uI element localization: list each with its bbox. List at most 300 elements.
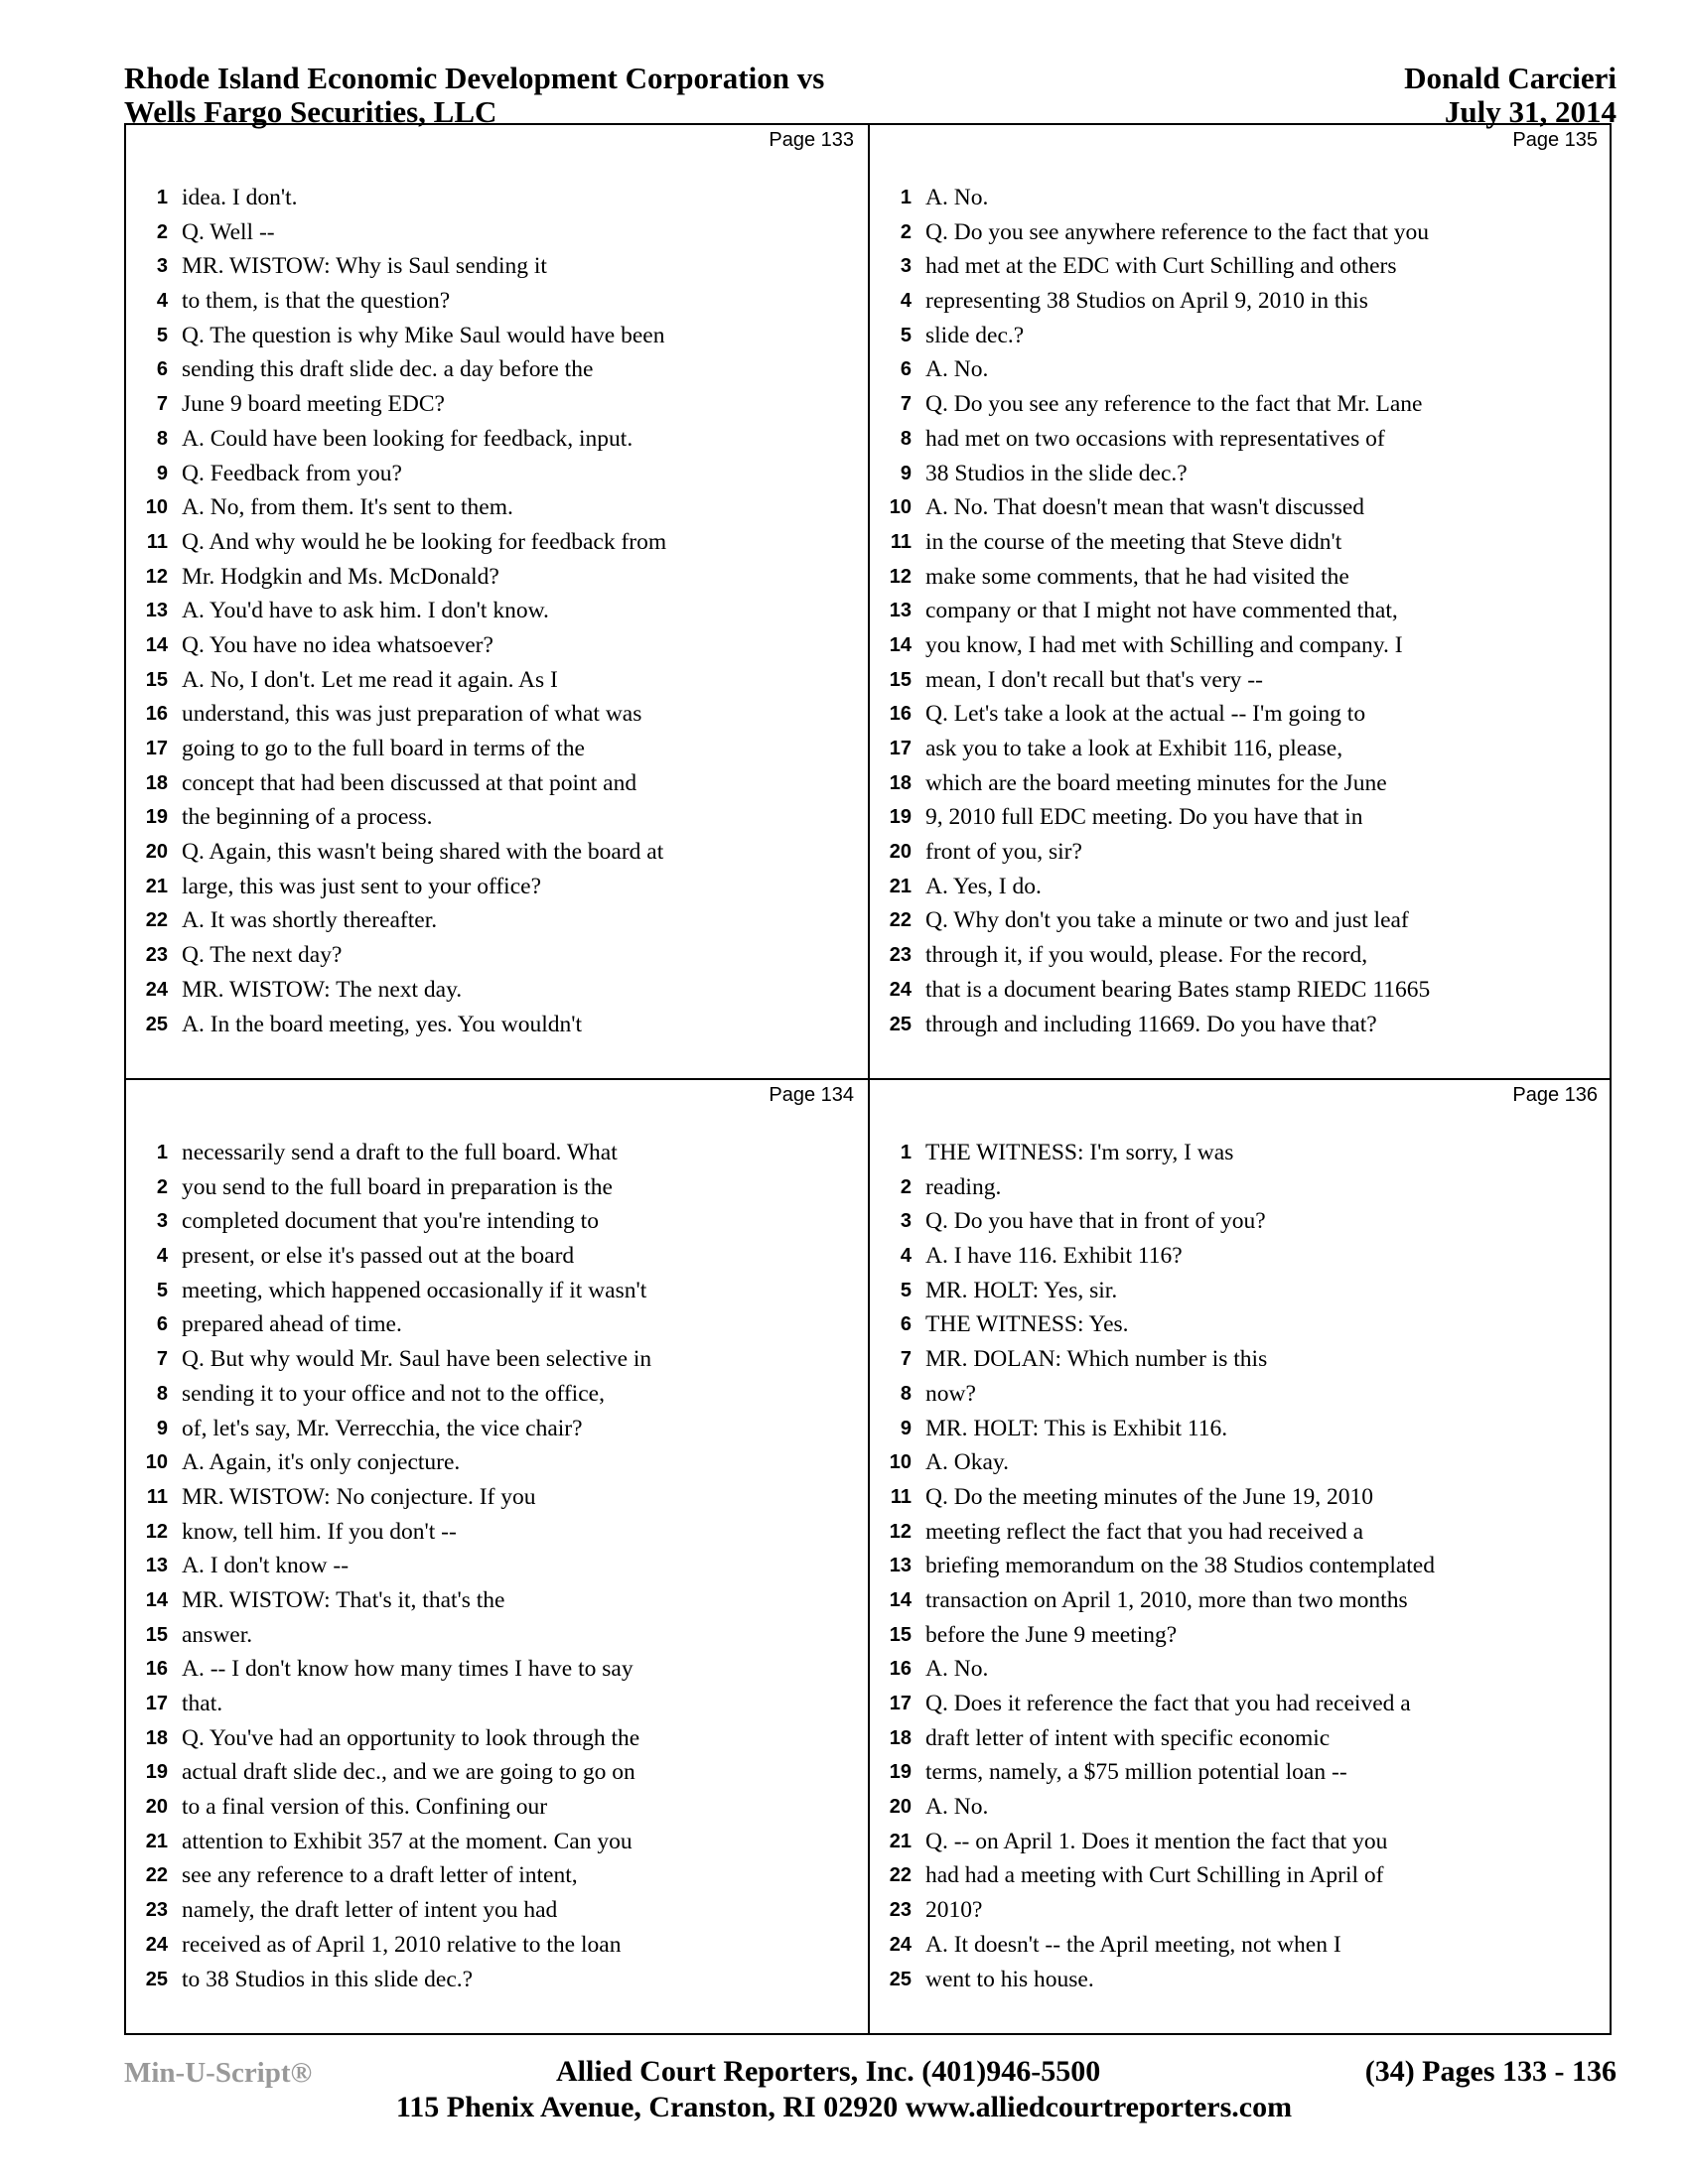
transcript-line — [870, 628, 1612, 663]
line-number: 17 — [889, 1693, 912, 1714]
line-number: 4 — [156, 1245, 168, 1268]
line-text: Q. -- on April 1. Does it mention the fact that you — [925, 1828, 1388, 1854]
transcript-line — [126, 1445, 868, 1480]
line-text: A. No. That doesn't mean that wasn't discussed — [925, 494, 1365, 521]
page-number: Page 135 — [1512, 129, 1598, 151]
line-text: concept that had been discussed at that point and — [182, 769, 637, 796]
transcript-line — [126, 422, 868, 457]
line-text: Q. You've had an opportunity to look through the — [182, 1724, 640, 1751]
line-number: 25 — [145, 1968, 168, 1990]
line-number: 20 — [145, 1796, 168, 1819]
line-number: 2 — [156, 220, 168, 243]
line-text: know, tell him. If you don't -- — [182, 1518, 457, 1545]
line-text: MR. DOLAN: Which number is this — [925, 1346, 1268, 1373]
transcript-line — [126, 1342, 868, 1377]
line-number: 23 — [145, 944, 168, 967]
line-text: representing 38 Studios on April 9, 2010 in this — [925, 288, 1368, 315]
line-text: meeting reflect the fact that you had received a — [925, 1518, 1364, 1545]
line-number: 3 — [900, 255, 912, 278]
line-text: went to his house. — [925, 1966, 1094, 1992]
line-number: 1 — [156, 1142, 168, 1163]
line-text: A. No. — [925, 1656, 989, 1683]
transcript-line — [126, 1687, 868, 1721]
line-number: 20 — [889, 1796, 912, 1819]
line-number: 16 — [889, 1658, 912, 1681]
transcript-line — [126, 1239, 868, 1274]
transcript-line — [870, 1687, 1612, 1721]
line-number: 22 — [889, 1864, 912, 1887]
line-number: 21 — [889, 875, 912, 897]
transcript-line — [870, 1445, 1612, 1480]
line-text: 9, 2010 full EDC meeting. Do you have that in — [925, 804, 1363, 831]
line-text: sending it to your office and not to the office, — [182, 1380, 605, 1407]
line-text: MR. WISTOW: Why is Saul sending it — [182, 253, 547, 280]
line-text: through and including 11669. Do you have that? — [925, 1011, 1377, 1037]
line-text: prepared ahead of time. — [182, 1311, 402, 1338]
line-text: A. Could have been looking for feedback, input. — [182, 425, 633, 452]
line-text: A. -- I don't know how many times I have to say — [182, 1656, 633, 1683]
line-number: 1 — [156, 187, 168, 208]
line-number: 2 — [156, 1175, 168, 1198]
line-number: 9 — [156, 462, 168, 484]
line-text: Q. Does it reference the fact that you had received a — [925, 1691, 1411, 1716]
transcript-line — [126, 1204, 868, 1239]
line-number: 15 — [145, 668, 168, 691]
transcript-line — [126, 1307, 868, 1342]
transcript-line — [126, 319, 868, 353]
line-number: 14 — [889, 633, 912, 656]
line-number: 12 — [145, 1520, 168, 1543]
line-text: briefing memorandum on the 38 Studios contemplated — [925, 1553, 1435, 1579]
transcript-line — [126, 1549, 868, 1583]
line-number: 6 — [900, 358, 912, 381]
line-number: 24 — [145, 978, 168, 1001]
line-number: 13 — [145, 1555, 168, 1577]
transcript-line — [126, 628, 868, 663]
transcript-line — [870, 870, 1612, 904]
transcript-line — [870, 903, 1612, 938]
line-number: 18 — [889, 771, 912, 794]
transcript-line — [870, 835, 1612, 870]
line-text: terms, namely, a $75 million potential loan -- — [925, 1759, 1347, 1786]
line-text: A. In the board meeting, yes. You wouldn't — [182, 1011, 583, 1037]
line-text: slide dec.? — [925, 322, 1025, 348]
line-text: understand, this was just preparation of what was — [182, 701, 642, 728]
transcript-line — [870, 1170, 1612, 1205]
transcript-line — [870, 1858, 1612, 1893]
transcript-line — [126, 1618, 868, 1653]
line-text: Q. The next day? — [182, 942, 343, 969]
line-text: before the June 9 meeting? — [925, 1621, 1178, 1648]
line-number: 7 — [156, 393, 168, 416]
transcript-line — [126, 835, 868, 870]
case-caption — [124, 62, 824, 129]
line-text: attention to Exhibit 357 at the moment. Can you — [182, 1828, 633, 1854]
transcript-line — [870, 594, 1612, 628]
transcript-line — [126, 284, 868, 319]
transcript-line — [870, 697, 1612, 732]
transcript-line — [870, 1618, 1612, 1653]
line-number: 1 — [900, 1142, 912, 1163]
transcript-line — [870, 457, 1612, 491]
transcript-line — [126, 457, 868, 491]
line-text: front of you, sir? — [925, 839, 1082, 866]
line-text: MR. HOLT: This is Exhibit 116. — [925, 1415, 1228, 1441]
line-text: which are the board meeting minutes for the June — [925, 769, 1387, 796]
transcript-line — [870, 938, 1612, 973]
line-number: 22 — [889, 909, 912, 932]
line-text: A. It doesn't -- the April meeting, not when I — [925, 1931, 1341, 1958]
line-text: you know, I had met with Schilling and company. I — [925, 631, 1403, 658]
line-text: A. It was shortly thereafter. — [182, 907, 438, 934]
line-number: 25 — [889, 1968, 912, 1990]
line-text: A. No. — [925, 356, 989, 383]
transcript-line — [870, 1377, 1612, 1412]
line-text: going to go to the full board in terms of the — [182, 736, 585, 761]
line-text: to a final version of this. Confining our — [182, 1794, 548, 1821]
line-text: that is a document bearing Bates stamp RIEDC 11665 — [925, 976, 1431, 1003]
transcript-line — [870, 525, 1612, 560]
line-text: Q. The question is why Mike Saul would have been — [182, 322, 665, 348]
line-number: 12 — [889, 565, 912, 588]
page-number: Page 134 — [769, 1084, 854, 1106]
transcript-line — [126, 732, 868, 766]
line-number: 14 — [145, 1588, 168, 1611]
line-text: A. No. — [925, 1794, 989, 1821]
line-number: 15 — [889, 668, 912, 691]
footer-page-range: (34) Pages 133 - 136 — [1364, 2055, 1617, 2088]
transcript-line — [870, 1963, 1612, 1997]
transcript-line — [870, 1412, 1612, 1446]
transcript-line — [870, 1755, 1612, 1790]
transcript-line — [126, 938, 868, 973]
transcript-line — [126, 387, 868, 422]
transcript-line — [126, 1136, 868, 1170]
footer-brand: Min-U-Script® — [124, 2057, 313, 2089]
line-text: Q. Let's take a look at the actual -- I'm going to — [925, 701, 1366, 728]
transcript-line — [870, 249, 1612, 284]
transcript-line — [870, 1008, 1612, 1042]
line-text: namely, the draft letter of intent you had — [182, 1897, 558, 1924]
line-text: see any reference to a draft letter of intent, — [182, 1862, 578, 1889]
transcript-line — [870, 560, 1612, 595]
transcript-line — [870, 1274, 1612, 1308]
line-text: make some comments, that he had visited the — [925, 563, 1349, 590]
line-text: 38 Studios in the slide dec.? — [925, 460, 1188, 486]
line-text: Q. Do the meeting minutes of the June 19, 2010 — [925, 1483, 1373, 1510]
transcript-lines — [870, 181, 1612, 1041]
line-text: Q. Do you see any reference to the fact that Mr. Lane — [925, 391, 1423, 418]
line-number: 15 — [145, 1623, 168, 1646]
transcript-line — [870, 1928, 1612, 1963]
transcript-line — [870, 352, 1612, 387]
line-number: 14 — [889, 1588, 912, 1611]
transcript-line — [126, 1755, 868, 1790]
line-number: 23 — [889, 944, 912, 967]
line-text: A. I don't know -- — [182, 1553, 350, 1579]
transcript-line — [870, 284, 1612, 319]
line-number: 24 — [889, 1933, 912, 1956]
line-number: 10 — [889, 496, 912, 519]
line-text: the beginning of a process. — [182, 804, 433, 831]
transcript-line — [126, 1515, 868, 1550]
line-text: A. No. — [925, 185, 989, 210]
line-number: 20 — [145, 841, 168, 864]
line-number: 15 — [889, 1623, 912, 1646]
transcript-grid — [124, 123, 1612, 2035]
deposition-date: July 31, 2014 — [1444, 94, 1617, 129]
transcript-line — [870, 663, 1612, 698]
transcript-line — [126, 663, 868, 698]
line-text: THE WITNESS: I'm sorry, I was — [925, 1140, 1234, 1165]
line-text: A. No, I don't. Let me read it again. As I — [182, 666, 558, 693]
line-text: MR. WISTOW: That's it, that's the — [182, 1586, 505, 1613]
line-number: 12 — [889, 1520, 912, 1543]
line-text: Mr. Hodgkin and Ms. McDonald? — [182, 563, 499, 590]
line-text: transaction on April 1, 2010, more than two months — [925, 1586, 1408, 1613]
line-text: A. I have 116. Exhibit 116? — [925, 1243, 1183, 1270]
transcript-line — [870, 1136, 1612, 1170]
line-text: Q. Feedback from you? — [182, 460, 402, 486]
line-text: actual draft slide dec., and we are going to go on — [182, 1759, 635, 1786]
transcript-line — [870, 1790, 1612, 1825]
line-number: 25 — [889, 1013, 912, 1035]
line-text: reading. — [925, 1173, 1002, 1200]
line-text: had had a meeting with Curt Schilling in April of — [925, 1862, 1384, 1889]
line-text: to them, is that the question? — [182, 288, 451, 315]
witness-info — [1404, 62, 1617, 129]
transcript-line — [870, 387, 1612, 422]
line-text: MR. HOLT: Yes, sir. — [925, 1277, 1118, 1303]
line-number: 4 — [156, 290, 168, 313]
line-number: 17 — [145, 738, 168, 759]
transcript-page — [126, 125, 868, 1078]
transcript-line — [126, 594, 868, 628]
transcript-line — [870, 766, 1612, 801]
line-number: 5 — [156, 324, 168, 346]
transcript-line — [126, 1893, 868, 1928]
line-text: THE WITNESS: Yes. — [925, 1311, 1129, 1338]
line-text: through it, if you would, please. For the record, — [925, 942, 1368, 969]
footer-address: 115 Phenix Avenue, Cranston, RI 02920 www.alliedcourtreporters.com — [395, 2091, 1293, 2123]
line-number: 16 — [889, 703, 912, 726]
case-caption-line1: Rhode Island Economic Development Corporation vs — [124, 61, 825, 95]
transcript-line — [126, 766, 868, 801]
transcript-line — [126, 181, 868, 215]
transcript-line — [870, 1893, 1612, 1928]
transcript-line — [870, 973, 1612, 1008]
line-number: 17 — [889, 738, 912, 759]
line-text: large, this was just sent to your office? — [182, 873, 542, 899]
line-text: to 38 Studios in this slide dec.? — [182, 1966, 474, 1992]
line-text: of, let's say, Mr. Verrecchia, the vice chair? — [182, 1415, 583, 1441]
line-text: A. Okay. — [925, 1449, 1009, 1476]
case-caption-line2: Wells Fargo Securities, LLC — [124, 94, 497, 129]
line-number: 12 — [145, 565, 168, 588]
transcript-page — [870, 125, 1612, 1078]
transcript-lines — [126, 1136, 868, 1996]
line-number: 19 — [145, 806, 168, 829]
line-text: Q. Well -- — [182, 218, 275, 245]
line-number: 7 — [900, 393, 912, 416]
transcript-line — [126, 1170, 868, 1205]
line-number: 25 — [145, 1013, 168, 1035]
line-number: 17 — [145, 1693, 168, 1714]
line-number: 4 — [900, 290, 912, 313]
line-number: 22 — [145, 1864, 168, 1887]
line-number: 9 — [900, 1417, 912, 1439]
line-text: necessarily send a draft to the full board. What — [182, 1140, 618, 1165]
transcript-line — [126, 1963, 868, 1997]
transcript-line — [126, 870, 868, 904]
line-text: A. Yes, I do. — [925, 873, 1042, 899]
line-text: present, or else it's passed out at the board — [182, 1243, 575, 1270]
line-number: 11 — [146, 530, 168, 553]
line-text: received as of April 1, 2010 relative to the loan — [182, 1931, 622, 1958]
line-number: 8 — [900, 427, 912, 450]
line-number: 6 — [156, 358, 168, 381]
line-number: 21 — [145, 875, 168, 897]
line-number: 22 — [145, 909, 168, 932]
transcript-line — [126, 800, 868, 835]
line-number: 11 — [890, 1485, 912, 1508]
line-number: 1 — [900, 187, 912, 208]
transcript-line — [126, 1583, 868, 1618]
transcript-line — [870, 1307, 1612, 1342]
line-text: Q. But why would Mr. Saul have been selective in — [182, 1346, 652, 1373]
line-number: 24 — [145, 1933, 168, 1956]
footer-reporter: Allied Court Reporters, Inc. (401)946-5500 — [556, 2055, 1101, 2088]
line-text: meeting, which happened occasionally if it wasn't — [182, 1277, 647, 1303]
line-number: 23 — [889, 1899, 912, 1922]
line-number: 13 — [889, 600, 912, 622]
line-text: you send to the full board in preparation is the — [182, 1173, 613, 1200]
line-number: 8 — [156, 427, 168, 450]
line-number: 24 — [889, 978, 912, 1001]
line-number: 23 — [145, 1899, 168, 1922]
transcript-line — [126, 249, 868, 284]
transcript-line — [126, 1790, 868, 1825]
transcript-line — [870, 422, 1612, 457]
transcript-line — [870, 181, 1612, 215]
line-number: 16 — [145, 703, 168, 726]
page-number: Page 133 — [769, 129, 854, 151]
line-text: Q. And why would he be looking for feedback from — [182, 528, 667, 555]
transcript-lines — [870, 1136, 1612, 1996]
transcript-line — [870, 1515, 1612, 1550]
line-text: MR. WISTOW: The next day. — [182, 976, 463, 1003]
line-text: sending this draft slide dec. a day before the — [182, 356, 594, 383]
line-text: had met on two occasions with representatives of — [925, 425, 1385, 452]
line-number: 18 — [145, 771, 168, 794]
line-number: 19 — [889, 1761, 912, 1784]
transcript-line — [126, 1377, 868, 1412]
transcript-line — [126, 903, 868, 938]
line-number: 3 — [156, 1210, 168, 1233]
line-text: draft letter of intent with specific economic — [925, 1724, 1331, 1751]
transcript-line — [870, 490, 1612, 525]
transcript-line — [870, 732, 1612, 766]
line-number: 10 — [145, 496, 168, 519]
line-number: 9 — [156, 1417, 168, 1439]
line-number: 7 — [156, 1348, 168, 1371]
line-number: 6 — [900, 1313, 912, 1336]
transcript-line — [126, 973, 868, 1008]
line-number: 18 — [889, 1726, 912, 1749]
line-text: Q. Do you have that in front of you? — [925, 1208, 1266, 1235]
line-number: 3 — [900, 1210, 912, 1233]
transcript-line — [126, 1652, 868, 1687]
line-number: 2 — [900, 220, 912, 243]
transcript-line — [126, 1928, 868, 1963]
line-text: Q. Again, this wasn't being shared with the board at — [182, 839, 664, 866]
line-text: Q. Why don't you take a minute or two and just leaf — [925, 907, 1409, 934]
transcript-line — [126, 215, 868, 250]
line-text: June 9 board meeting EDC? — [182, 391, 445, 418]
line-number: 13 — [889, 1555, 912, 1577]
transcript-line — [126, 1008, 868, 1042]
line-number: 19 — [145, 1761, 168, 1784]
line-text: 2010? — [925, 1897, 983, 1924]
line-number: 8 — [900, 1382, 912, 1405]
transcript-line — [870, 1652, 1612, 1687]
transcript-line — [126, 525, 868, 560]
line-text: completed document that you're intending to — [182, 1208, 599, 1235]
transcript-line — [870, 215, 1612, 250]
line-number: 20 — [889, 841, 912, 864]
line-number: 18 — [145, 1726, 168, 1749]
line-number: 11 — [890, 530, 912, 553]
line-text: idea. I don't. — [182, 185, 298, 210]
transcript-line — [126, 1721, 868, 1756]
transcript-line — [126, 697, 868, 732]
transcript-line — [126, 490, 868, 525]
line-text: MR. WISTOW: No conjecture. If you — [182, 1483, 536, 1510]
line-number: 21 — [145, 1830, 168, 1852]
line-number: 10 — [889, 1451, 912, 1474]
transcript-line — [126, 1412, 868, 1446]
line-text: A. No, from them. It's sent to them. — [182, 494, 513, 521]
transcript-line — [870, 1583, 1612, 1618]
line-text: ask you to take a look at Exhibit 116, please, — [925, 736, 1343, 761]
witness-name: Donald Carcieri — [1404, 61, 1617, 95]
line-text: now? — [925, 1380, 976, 1407]
transcript-line — [126, 1858, 868, 1893]
line-number: 21 — [889, 1830, 912, 1852]
line-number: 11 — [146, 1485, 168, 1508]
line-number: 16 — [145, 1658, 168, 1681]
transcript-line — [870, 1721, 1612, 1756]
transcript-line — [126, 352, 868, 387]
line-text: that. — [182, 1691, 223, 1716]
line-number: 5 — [156, 1279, 168, 1301]
transcript-line — [870, 1549, 1612, 1583]
line-text: Q. You have no idea whatsoever? — [182, 631, 493, 658]
line-number: 3 — [156, 255, 168, 278]
transcript-line — [870, 1239, 1612, 1274]
transcript-line — [870, 1825, 1612, 1859]
transcript-lines — [126, 181, 868, 1041]
transcript-line — [870, 800, 1612, 835]
line-text: Q. Do you see anywhere reference to the fact that you — [925, 218, 1429, 245]
transcript-line — [126, 1825, 868, 1859]
line-number: 10 — [145, 1451, 168, 1474]
line-number: 5 — [900, 1279, 912, 1301]
transcript-line — [870, 1480, 1612, 1515]
transcript-line — [870, 319, 1612, 353]
transcript-line — [126, 560, 868, 595]
line-text: had met at the EDC with Curt Schilling and others — [925, 253, 1397, 280]
